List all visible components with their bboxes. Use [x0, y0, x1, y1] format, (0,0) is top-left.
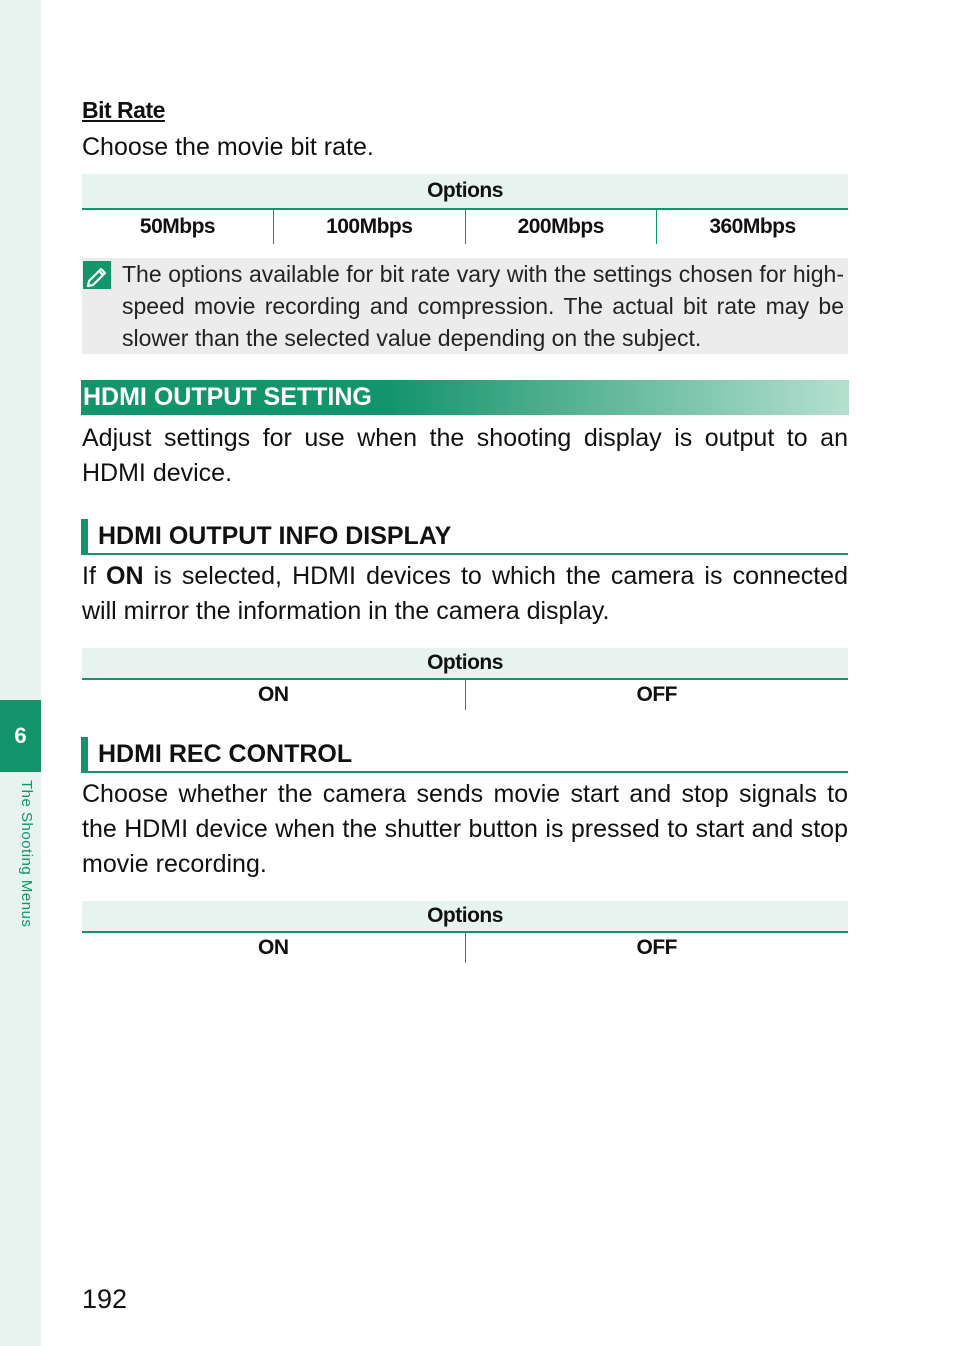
hdmi-info-options-table — [82, 648, 848, 710]
option-100mbps: 100Mbps — [274, 209, 466, 244]
section-title-hdmi-output-setting: HDMI OUTPUT SETTING — [81, 380, 849, 415]
chapter-number-tab: 6 — [0, 700, 41, 772]
bit-rate-description: Choose the movie bit rate. — [82, 133, 374, 161]
option-on: ON — [258, 936, 289, 959]
option-360mbps: 360Mbps — [657, 209, 849, 244]
note-pencil-icon — [83, 261, 111, 289]
note-text: The options available for bit rate vary with the settings chosen for high-speed movie recording and compression. The actual bit rate may be slower than the selected value depending on the subject. — [122, 261, 844, 351]
chapter-title: The Shooting Menus — [18, 780, 35, 928]
bit-rate-heading: Bit Rate — [82, 97, 165, 123]
chapter-sidebar — [0, 0, 41, 1346]
option-on: ON — [258, 683, 289, 706]
options-header: Options — [82, 901, 848, 932]
option-200mbps: 200Mbps — [465, 209, 657, 244]
bit-rate-options-table — [82, 174, 848, 244]
note-box — [82, 258, 848, 354]
hdmi-rec-options-table — [82, 901, 848, 963]
option-50mbps: 50Mbps — [139, 215, 216, 238]
heading-hdmi-rec-control: HDMI REC CONTROL — [81, 737, 848, 773]
page-number: 192 — [82, 1284, 128, 1314]
hdmi-output-info-display-description — [82, 559, 848, 629]
text-prefix: If — [82, 562, 107, 590]
heading-hdmi-output-info-display: HDMI OUTPUT INFO DISPLAY — [81, 519, 848, 555]
options-header: Options — [82, 648, 848, 679]
text-bold-on: ON — [106, 562, 144, 590]
hdmi-output-setting-description: Adjust settings for use when the shooting display is output to an HDMI device. — [82, 424, 848, 487]
text-suffix: is selected, HDMI devices to which the camera is connected will mirror the information in the camera display. — [82, 562, 848, 625]
hdmi-rec-control-description: Choose whether the camera sends movie start and stop signals to the HDMI device when the shutter button is pressed to start and stop movie recording. — [82, 780, 848, 878]
option-off: OFF — [465, 679, 848, 710]
options-header: Options — [82, 174, 848, 209]
option-off: OFF — [465, 932, 848, 963]
